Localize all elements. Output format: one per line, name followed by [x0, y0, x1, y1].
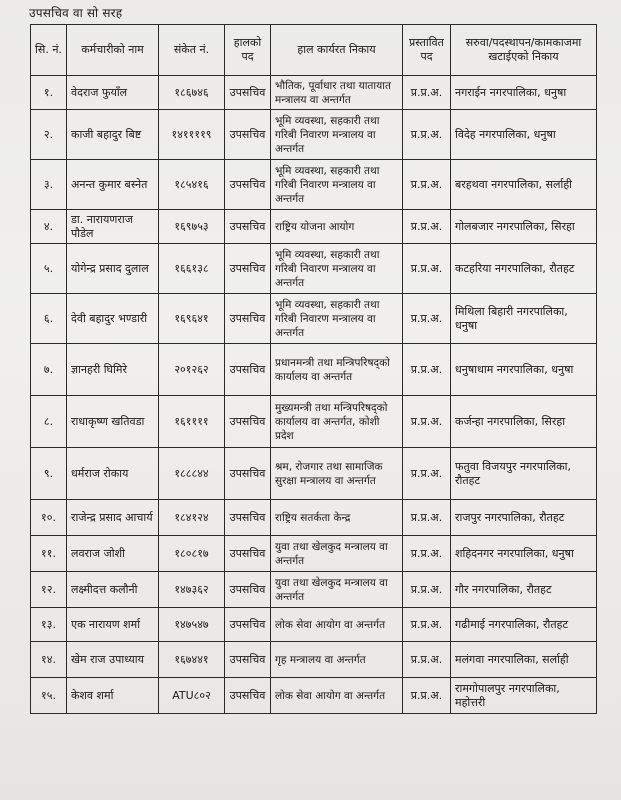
- serial-number: १०.: [31, 500, 67, 536]
- employee-name: वेदराज फुयाँल: [67, 76, 159, 110]
- current-post: उपसचिव: [225, 536, 271, 572]
- table-row: [31, 678, 597, 714]
- serial-number: ३.: [31, 160, 67, 210]
- assigned-office: नगराईन नगरपालिका, धनुषा: [451, 76, 597, 110]
- symbol-number: १८५४१६: [159, 160, 225, 210]
- assigned-office: गौर नगरपालिका, रौतहट: [451, 572, 597, 608]
- current-office: युवा तथा खेलकुद मन्त्रालय वा अन्तर्गत: [271, 572, 403, 608]
- assigned-office: रामगोपालपुर नगरपालिका, महोत्तरी: [451, 678, 597, 714]
- table-row: [31, 294, 597, 344]
- symbol-number: १६९६४१: [159, 294, 225, 344]
- current-post: उपसचिव: [225, 396, 271, 448]
- employee-name: योगेन्द्र प्रसाद दुलाल: [67, 244, 159, 294]
- proposed-post: प्र.प्र.अ.: [403, 160, 451, 210]
- symbol-number: ATU८०२: [159, 678, 225, 714]
- employee-name: केशव शर्मा: [67, 678, 159, 714]
- current-post: उपसचिव: [225, 678, 271, 714]
- current-post: उपसचिव: [225, 210, 271, 244]
- proposed-post: प्र.प्र.अ.: [403, 642, 451, 678]
- employee-name: एक नारायण शर्मा: [67, 608, 159, 642]
- symbol-number: १८४१२४: [159, 500, 225, 536]
- current-post: उपसचिव: [225, 642, 271, 678]
- current-post: उपसचिव: [225, 294, 271, 344]
- employee-name: काजी बहादुर बिष्ट: [67, 110, 159, 160]
- symbol-number: १६११११: [159, 396, 225, 448]
- current-post: उपसचिव: [225, 244, 271, 294]
- table-row: [31, 500, 597, 536]
- assigned-office: विदेह नगरपालिका, धनुषा: [451, 110, 597, 160]
- employee-name: डा. नारायणराज पौडेल: [67, 210, 159, 244]
- table-row: [31, 76, 597, 110]
- table-row: [31, 110, 597, 160]
- proposed-post: प्र.प्र.अ.: [403, 210, 451, 244]
- current-office: श्रम, रोजगार तथा सामाजिक सुरक्षा मन्त्रालय वा अन्तर्गत: [271, 448, 403, 500]
- col-header-sn: सि. नं.: [31, 25, 67, 76]
- assigned-office: धनुषाधाम नगरपालिका, धनुषा: [451, 344, 597, 396]
- employee-name: राजेन्द्र प्रसाद आचार्य: [67, 500, 159, 536]
- assigned-office: कटहरिया नगरपालिका, रौतहट: [451, 244, 597, 294]
- current-post: उपसचिव: [225, 500, 271, 536]
- current-office: भौतिक, पूर्वाधार तथा यातायात मन्त्रालय वा अन्तर्गत: [271, 76, 403, 110]
- current-post: उपसचिव: [225, 608, 271, 642]
- serial-number: १३.: [31, 608, 67, 642]
- assigned-office: मलंगवा नगरपालिका, सर्लाही: [451, 642, 597, 678]
- symbol-number: २०१२६२: [159, 344, 225, 396]
- col-header-code: संकेत नं.: [159, 25, 225, 76]
- serial-number: ४.: [31, 210, 67, 244]
- proposed-post: प्र.प्र.अ.: [403, 294, 451, 344]
- current-office: लोक सेवा आयोग वा अन्तर्गत: [271, 608, 403, 642]
- assigned-office: कर्जन्हा नगरपालिका, सिरहा: [451, 396, 597, 448]
- current-office: मुख्यमन्त्री तथा मन्त्रिपरिषद्को कार्यालय वा अन्तर्गत, कोशी प्रदेश: [271, 396, 403, 448]
- table-row: [31, 448, 597, 500]
- current-post: उपसचिव: [225, 572, 271, 608]
- current-office: भूमि व्यवस्था, सहकारी तथा गरिबी निवारण मन्त्रालय वा अन्तर्गत: [271, 110, 403, 160]
- employee-name: धर्मराज रोकाय: [67, 448, 159, 500]
- table-row: [31, 210, 597, 244]
- current-office: भूमि व्यवस्था, सहकारी तथा गरिबी निवारण मन्त्रालय वा अन्तर्गत: [271, 294, 403, 344]
- employee-name: खेम राज उपाध्याय: [67, 642, 159, 678]
- assigned-office: बरहथवा नगरपालिका, सर्लाही: [451, 160, 597, 210]
- assigned-office: गोलबजार नगरपालिका, सिरहा: [451, 210, 597, 244]
- proposed-post: प्र.प्र.अ.: [403, 396, 451, 448]
- col-header-current-office: हाल कार्यरत निकाय: [271, 25, 403, 76]
- assigned-office: मिथिला बिहारी नगरपालिका, धनुषा: [451, 294, 597, 344]
- col-header-current-post: हालको पद: [225, 25, 271, 76]
- symbol-number: १६७४४१: [159, 642, 225, 678]
- proposed-post: प्र.प्र.अ.: [403, 244, 451, 294]
- proposed-post: प्र.प्र.अ.: [403, 448, 451, 500]
- serial-number: १.: [31, 76, 67, 110]
- symbol-number: १८०८१७: [159, 536, 225, 572]
- serial-number: ८.: [31, 396, 67, 448]
- table-header-row: [31, 25, 597, 76]
- current-office: प्रधानमन्त्री तथा मन्त्रिपरिषद्को कार्यालय वा अन्तर्गत: [271, 344, 403, 396]
- current-post: उपसचिव: [225, 344, 271, 396]
- serial-number: ९.: [31, 448, 67, 500]
- symbol-number: १४७३६२: [159, 572, 225, 608]
- current-office: राष्ट्रिय सतर्कता केन्द्र: [271, 500, 403, 536]
- employee-name: राधाकृष्ण खतिवडा: [67, 396, 159, 448]
- symbol-number: १४७५४७: [159, 608, 225, 642]
- table-row: [31, 160, 597, 210]
- current-post: उपसचिव: [225, 76, 271, 110]
- serial-number: २.: [31, 110, 67, 160]
- employee-name: देवी बहादुर भण्डारी: [67, 294, 159, 344]
- proposed-post: प्र.प्र.अ.: [403, 344, 451, 396]
- employee-name: ज्ञानहरी घिमिरे: [67, 344, 159, 396]
- table-row: [31, 572, 597, 608]
- col-header-name: कर्मचारीको नाम: [67, 25, 159, 76]
- table-row: [31, 344, 597, 396]
- col-header-proposed-post: प्रस्तावित पद: [403, 25, 451, 76]
- proposed-post: प्र.प्र.अ.: [403, 608, 451, 642]
- symbol-number: १६९७५३: [159, 210, 225, 244]
- current-office: भूमि व्यवस्था, सहकारी तथा गरिबी निवारण मन्त्रालय वा अन्तर्गत: [271, 160, 403, 210]
- current-office: लोक सेवा आयोग वा अन्तर्गत: [271, 678, 403, 714]
- serial-number: १५.: [31, 678, 67, 714]
- current-office: गृह मन्त्रालय वा अन्तर्गत: [271, 642, 403, 678]
- current-post: उपसचिव: [225, 110, 271, 160]
- proposed-post: प्र.प्र.अ.: [403, 572, 451, 608]
- assigned-office: शहिदनगर नगरपालिका, धनुषा: [451, 536, 597, 572]
- serial-number: १४.: [31, 642, 67, 678]
- col-header-assigned-office: सरुवा/पदस्थापन/कामकाजमा खटाईएको निकाय: [451, 25, 597, 76]
- employee-name: अनन्त कुमार बस्नेत: [67, 160, 159, 210]
- table-row: [31, 642, 597, 678]
- serial-number: ६.: [31, 294, 67, 344]
- proposed-post: प्र.प्र.अ.: [403, 500, 451, 536]
- employee-name: लवराज जोशी: [67, 536, 159, 572]
- current-office: राष्ट्रिय योजना आयोग: [271, 210, 403, 244]
- employee-name: लक्ष्मीदत्त कलौनी: [67, 572, 159, 608]
- proposed-post: प्र.प्र.अ.: [403, 76, 451, 110]
- serial-number: ७.: [31, 344, 67, 396]
- section-heading: उपसचिव वा सो सरह: [29, 6, 123, 20]
- table-row: [31, 396, 597, 448]
- proposed-post: प्र.प्र.अ.: [403, 536, 451, 572]
- serial-number: ११.: [31, 536, 67, 572]
- transfer-table: [30, 24, 597, 714]
- symbol-number: १८६७४६: [159, 76, 225, 110]
- proposed-post: प्र.प्र.अ.: [403, 678, 451, 714]
- current-office: युवा तथा खेलकुद मन्त्रालय वा अन्तर्गत: [271, 536, 403, 572]
- symbol-number: १६६१३८: [159, 244, 225, 294]
- assigned-office: गढीमाई नगरपालिका, रौतहट: [451, 608, 597, 642]
- table-row: [31, 244, 597, 294]
- symbol-number: १८८८४४: [159, 448, 225, 500]
- table-row: [31, 536, 597, 572]
- proposed-post: प्र.प्र.अ.: [403, 110, 451, 160]
- current-office: भूमि व्यवस्था, सहकारी तथा गरिबी निवारण मन्त्रालय वा अन्तर्गत: [271, 244, 403, 294]
- serial-number: ५.: [31, 244, 67, 294]
- symbol-number: १४११११९: [159, 110, 225, 160]
- assigned-office: फतुवा विजयपुर नगरपालिका, रौतहट: [451, 448, 597, 500]
- table-row: [31, 608, 597, 642]
- current-post: उपसचिव: [225, 448, 271, 500]
- current-post: उपसचिव: [225, 160, 271, 210]
- serial-number: १२.: [31, 572, 67, 608]
- assigned-office: राजपुर नगरपालिका, रौतहट: [451, 500, 597, 536]
